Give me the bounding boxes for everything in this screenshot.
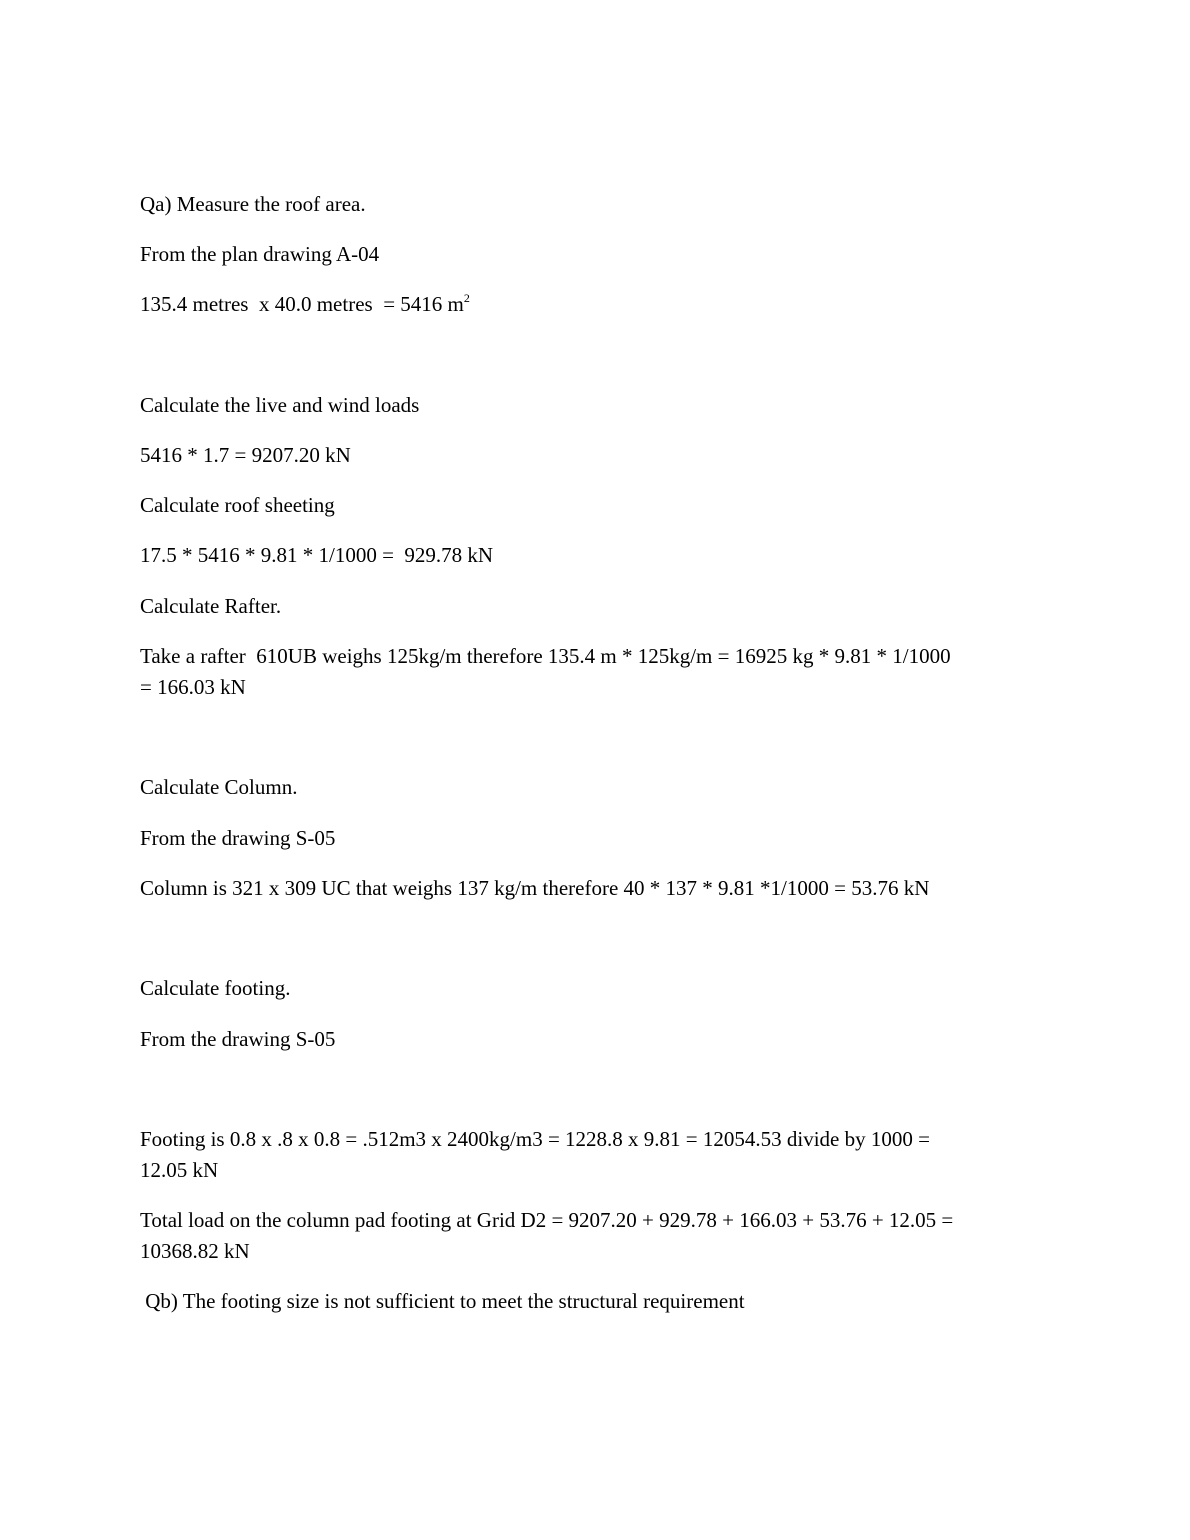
column-reference: From the drawing S-05 [140, 826, 336, 850]
rafter-calculation-line-1: Take a rafter 610UB weighs 125kg/m therefore 135.4 m * 125kg/m = 16925 kg * 9.81 * 1/1000 [140, 644, 951, 668]
live-wind-calculation: 5416 * 1.7 = 9207.20 kN [140, 443, 351, 467]
total-load-line-1: Total load on the column pad footing at Grid D2 = 9207.20 + 929.78 + 166.03 + 53.76 + 12.05 = [140, 1208, 954, 1232]
column-calculation: Column is 321 x 309 UC that weighs 137 kg/m therefore 40 * 137 * 9.81 *1/1000 = 53.76 kN [140, 876, 930, 900]
qa-heading: Qa) Measure the roof area. [140, 192, 366, 216]
sheeting-calculation: 17.5 * 5416 * 9.81 * 1/1000 = 929.78 kN [140, 543, 494, 567]
footing-heading: Calculate footing. [140, 976, 291, 1000]
roof-area-text: 135.4 metres x 40.0 metres = 5416 m [140, 292, 464, 316]
roof-area-superscript: 2 [463, 291, 470, 305]
rafter-calculation-line-2: = 166.03 kN [140, 675, 246, 699]
qb-answer: Qb) The footing size is not sufficient to meet the structural requirement [140, 1289, 745, 1313]
column-heading: Calculate Column. [140, 775, 298, 799]
total-load-line-2: 10368.82 kN [140, 1239, 250, 1263]
rafter-heading: Calculate Rafter. [140, 594, 282, 618]
footing-calculation-line-2: 12.05 kN [140, 1158, 219, 1182]
live-wind-heading: Calculate the live and wind loads [140, 393, 420, 417]
sheeting-heading: Calculate roof sheeting [140, 493, 335, 517]
plan-reference: From the plan drawing A-04 [140, 242, 380, 266]
footing-reference: From the drawing S-05 [140, 1027, 336, 1051]
footing-calculation-line-1: Footing is 0.8 x .8 x 0.8 = .512m3 x 2400kg/m3 = 1228.8 x 9.81 = 12054.53 divide by 1000 = [140, 1127, 930, 1151]
roof-area-calculation [140, 289, 1060, 319]
